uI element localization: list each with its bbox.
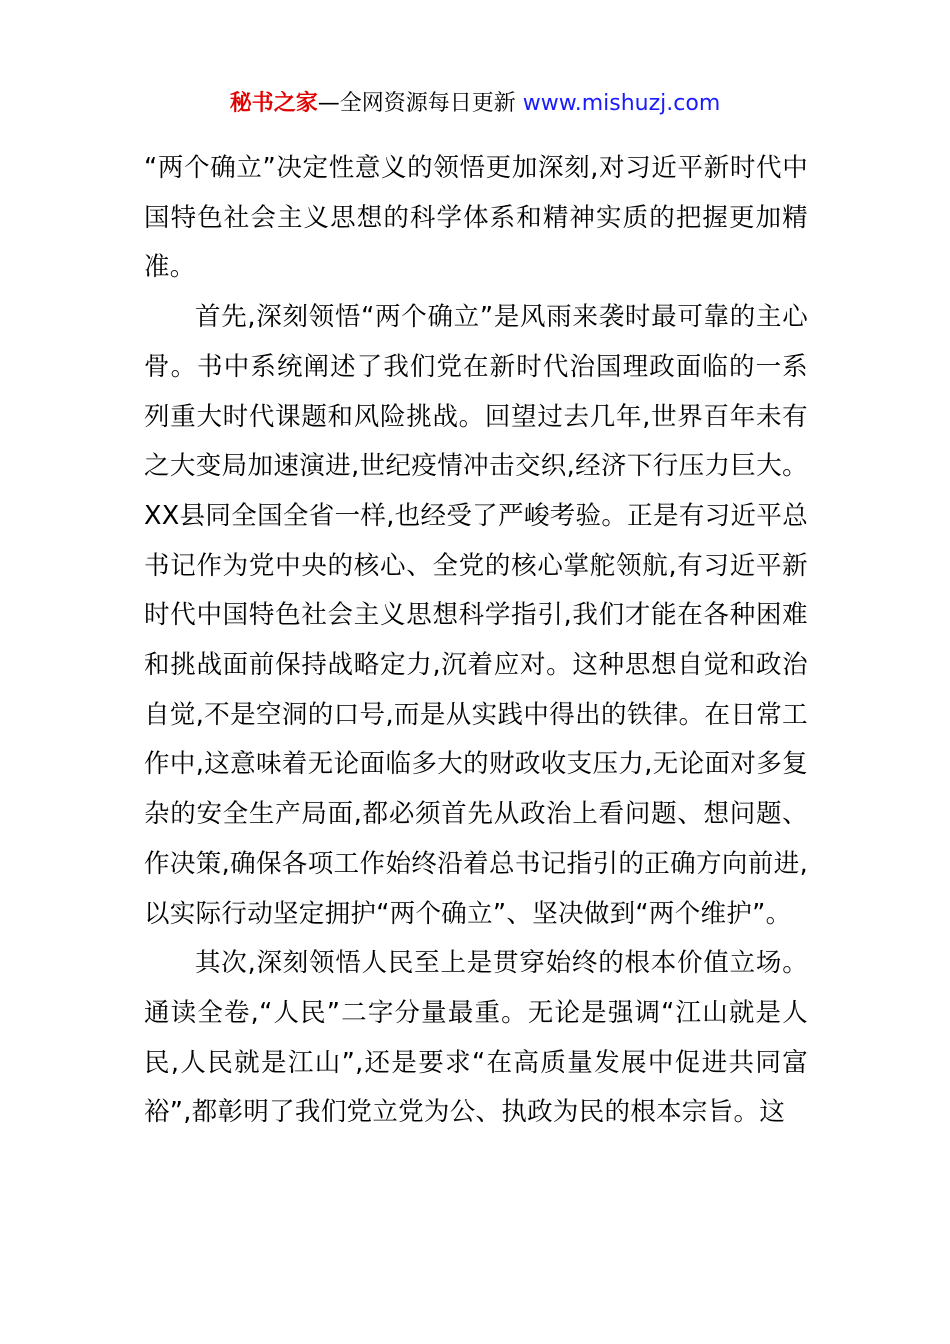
page-header	[0, 86, 950, 122]
paragraph-second-point: 其次,深刻领悟人民至上是贯穿始终的根本价值立场。通读全卷,“人民”二字分量最重。无论是强调“江山就是人民,人民就是江山”,还是要求“在高质量发展中促进共同富裕”,都彰明了我们党立党为公、执政为民的根本宗旨。这	[144, 948, 808, 1128]
header-brand: 秘书之家	[229, 91, 318, 116]
header-tagline: —全网资源每日更新	[317, 91, 523, 116]
document-body	[144, 144, 808, 1138]
header-url-link[interactable]: www.mishuzj.com	[522, 91, 721, 116]
paragraph-continued: “两个确立”决定性意义的领悟更加深刻,对习近平新时代中国特色社会主义思想的科学体系和精神实质的把握更加精准。	[144, 153, 808, 283]
paragraph-first-point: 首先,深刻领悟“两个确立”是风雨来袭时最可靠的主心骨。书中系统阐述了我们党在新时代治国理政面临的一系列重大时代课题和风险挑战。回望过去几年,世界百年未有之大变局加速演进,世纪疫情冲击交织,经济下行压力巨大。XX县同全国全省一样,也经受了严峻考验。正是有习近平总书记作为党中央的核心、全党的核心掌舵领航,有习近平新时代中国特色社会主义思想科学指引,我们才能在各种困难和挑战面前保持战略定力,沉着应对。这种思想自觉和政治自觉,不是空洞的口号,而是从实践中得出的铁律。在日常工作中,这意味着无论面临多大的财政收支压力,无论面对多复杂的安全生产局面,都必须首先从政治上看问题、想问题、作决策,确保各项工作始终沿着总书记指引的正确方向前进,以实际行动坚定拥护“两个确立”、坚决做到“两个维护”。	[144, 302, 808, 929]
